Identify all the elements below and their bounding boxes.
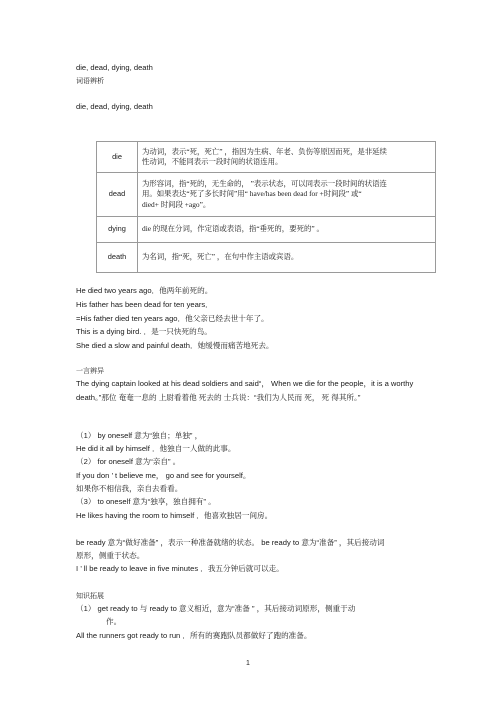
table-row [97,243,436,273]
table-desc-line: 为名词，指“死，死亡” ，在句中作主语或宾语。 [142,252,299,262]
table-desc-line: die 的现在分词，作定语或表语，指“垂死的，要死的” 。 [142,224,324,234]
distinction-translation: death。”那位 奄奄一息的 上尉看着他 死去的 士兵说：“我们为人民而 死， 死 得其所。” [76,393,361,402]
example-sentence: His father has been dead for ten years． [76,300,213,309]
table-desc-line: 为形容词，指“死的，无生命的， ”表示状态，可以同表示一段时间的状语连 [142,178,387,188]
phrase-example: If you don ’ t believe me， go and see for yourself。 [76,471,251,480]
header-words-line: die, dead, dying, death [76,63,153,72]
table-word-cell: dead [97,173,138,217]
example-sentence: She died a slow and painful death．她缓慢而痛苦地死去。 [76,341,274,350]
section-title-extension: 知识拓展 [76,592,104,600]
ready-example: I ’ ll be ready to leave in five minutes ．我五分钟后就可以走。 [76,564,284,573]
example-sentence: =His father died ten years ago．他父亲已经去世十年了。 [76,314,269,323]
section-title-word-analysis: 词语辨析 [76,77,104,85]
extension-explanation-continued: 作。 [106,617,122,626]
table-desc-cell [138,142,436,173]
example-sentence: This is a dying bird. ．是一只快死的鸟。 [76,327,212,336]
ready-explanation-continued: 原形，侧重于状态。 [76,551,145,560]
table-word-cell: death [97,243,138,273]
table-word-cell: die [97,142,138,173]
extension-example: All the runners got ready to run ．所有的赛跑队员都做好了跑的准备。 [76,631,312,640]
ready-explanation: be ready 意为“做好准备” ，表示一种准备就绪的状态。 be ready to 意为“准备” ，其后接动词 [76,538,385,547]
phrase-example: He likes having the room to himself ．他喜欢独居一间房。 [76,511,273,520]
phrase-heading: （2） for oneself 意为“亲自” 。 [76,457,181,466]
table-row [97,173,436,217]
page-number: 1 [246,660,250,667]
table-desc-cell [138,243,436,273]
table-row [97,142,436,173]
table-desc-line: 性动词，不能同表示一段时间的状语连用。 [142,157,283,166]
table-desc-cell [138,217,436,243]
header-words-line-2: die, dead, dying, death [76,102,153,111]
table-word-cell: dying [97,217,138,243]
phrase-heading: （3） to oneself 意为“独享，独自拥有” 。 [76,497,216,506]
phrase-translation: 如果你不相信我，亲自去看看。 [76,484,183,493]
word-comparison-table [96,141,436,273]
table-desc-line: died+ 时间段 +ago”。 [142,199,211,209]
extension-explanation: （1） get ready to 与 ready to 意义相近，意为“准备 ” ，其后接动词原形，侧重于动 [76,604,356,613]
table-desc-line: 用。如果表达“死了多长时间”用“ have/has been dead for +时间段” 或“ [142,189,362,199]
table-row [97,217,436,243]
section-title-one-sentence: 一言辨异 [76,367,104,375]
table-desc-cell [138,173,436,217]
phrase-heading: （1） by oneself 意为“独自；单独” ， [76,431,203,440]
phrase-example: He did it all by himself ．他独自一人做的此事。 [76,444,236,453]
distinction-sentence: The dying captain looked at his dead soldiers and said“， When we die for the people，it is a worthy [76,379,414,388]
example-sentence: He died two years ago．他两年前死的。 [76,286,213,295]
table-desc-line: 为动词，表示“死，死亡” ，指因为生病、年老、负伤等原因而死，是非延续 [142,146,387,156]
